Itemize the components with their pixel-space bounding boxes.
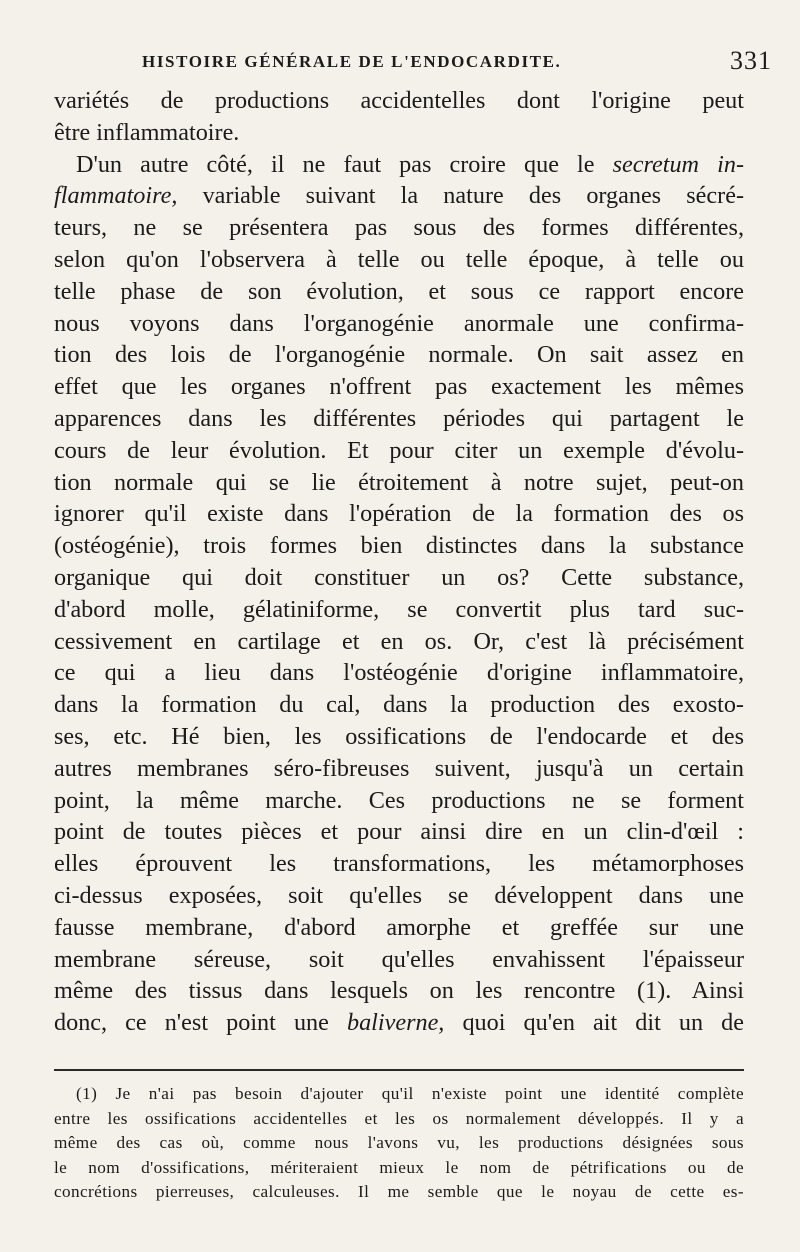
text-line: nous voyons dans l'organogénie anormale une confirma- — [54, 309, 744, 337]
text-line: point de toutes pièces et pour ainsi dire en un clin-d'œil : — [54, 818, 744, 846]
text-line — [54, 180, 744, 212]
text-span: donc, ce n'est point une — [54, 1009, 329, 1037]
text-line: tion normale qui se lie étroitement à notre sujet, peut-on — [54, 468, 744, 496]
running-title: HISTOIRE GÉNÉRALE DE L'ENDOCARDITE. — [142, 52, 562, 71]
text-line: apparences dans les différentes périodes qui partagent le — [54, 404, 744, 432]
text-line: être inflammatoire. — [54, 118, 240, 146]
text-line: ses, etc. Hé bien, les ossifications de l'endocarde et des — [54, 722, 744, 750]
text-span: D'un autre côté, il ne faut pas croire que le — [76, 150, 595, 178]
footnote-line: entre les ossifications accidentelles et les os normalement développés. Il y a — [54, 1108, 744, 1128]
text-line: cours de leur évolution. Et pour citer un exemple d'évolu- — [54, 436, 744, 464]
page-number: 331 — [730, 46, 772, 75]
text-line: teurs, ne se présentera pas sous des formes différentes, — [54, 214, 744, 242]
footnote-line: concrétions pierreuses, calculeuses. Il me semble que le noyau de cette es- — [54, 1182, 744, 1201]
text-line: dans la formation du cal, dans la production des exosto- — [54, 691, 744, 719]
text-line: effet que les organes n'offrent pas exactement les mêmes — [54, 373, 744, 401]
main-text — [54, 85, 744, 1039]
text-line: cessivement en cartilage et en os. Or, c'est là précisément — [54, 627, 744, 655]
text-line: autres membranes séro-fibreuses suivent, jusqu'à un certain — [54, 754, 744, 782]
text-line — [54, 1007, 744, 1039]
text-line: point, la même marche. Ces productions ne se forment — [54, 786, 744, 814]
italic-term: flammatoire, — [54, 182, 178, 210]
text-line: tion des lois de l'organogénie normale. On sait assez en — [54, 341, 744, 369]
footnote-line: même des cas où, comme nous l'avons vu, les productions désignées sous — [54, 1133, 744, 1152]
text-line: membrane séreuse, soit qu'elles envahissent l'épaisseur — [54, 945, 744, 973]
text-span: variable suivant la nature des organes sécré- — [202, 182, 744, 210]
text-line: ignorer qu'il existe dans l'opération de la formation des os — [54, 500, 744, 528]
text-line: ci-dessus exposées, soit qu'elles se développent dans une — [54, 881, 744, 909]
page-header — [142, 46, 772, 78]
text-line: fausse membrane, d'abord amorphe et greffée sur une — [54, 913, 744, 941]
italic-term: secretum in- — [612, 150, 744, 178]
text-line: telle phase de son évolution, et sous ce rapport encore — [54, 277, 744, 305]
text-line: même des tissus dans lesquels on les rencontre (1). Ainsi — [54, 977, 744, 1005]
text-line: selon qu'on l'observera à telle ou telle époque, à telle ou — [54, 245, 744, 273]
text-line: d'abord molle, gélatiniforme, se convertit plus tard suc- — [54, 595, 744, 623]
italic-term: baliverne, — [346, 1009, 445, 1037]
text-line: elles éprouvent les transformations, les métamorphoses — [54, 850, 744, 878]
text-line: ce qui a lieu dans l'ostéogénie d'origine inflammatoire, — [54, 659, 744, 687]
footnote-line: (1) Je n'ai pas besoin d'ajouter qu'il n'existe point une identité complète — [76, 1084, 744, 1103]
footnote-rule — [54, 1069, 744, 1071]
footnote-line: le nom d'ossifications, mériteraient mieux le nom de pétrifications ou de — [54, 1157, 744, 1177]
footnote — [54, 1082, 744, 1205]
text-line: organique qui doit constituer un os? Cette substance, — [54, 563, 744, 591]
text-line: (ostéogénie), trois formes bien distinctes dans la substance — [54, 532, 744, 560]
text-line: variétés de productions accidentelles dont l'origine peut — [54, 87, 744, 114]
text-line — [54, 149, 744, 181]
text-span: quoi qu'en ait dit un de — [462, 1009, 745, 1037]
